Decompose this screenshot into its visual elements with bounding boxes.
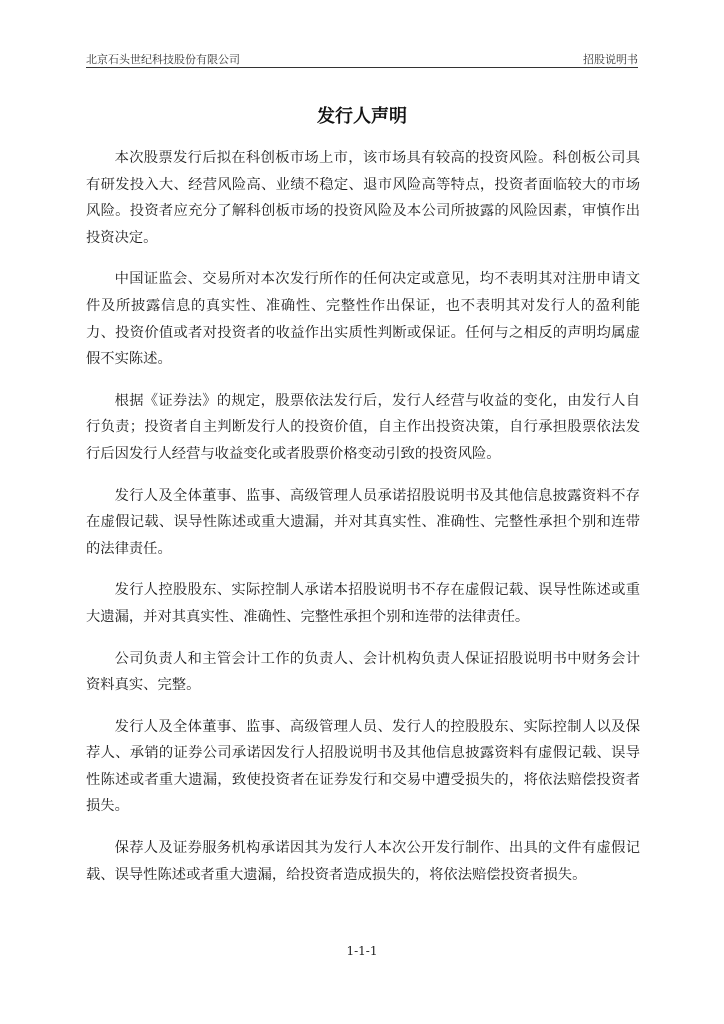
page-title: 发行人声明: [317, 106, 407, 127]
paragraph-8: 保荐人及证券服务机构承诺因其为发行人本次公开发行制作、出具的文件有虚假记载、误导性陈述或者重大遗漏，给投资者造成损失的，将依法赔偿投资者损失。: [86, 840, 640, 883]
declaration-body: [86, 145, 640, 903]
page-header: [86, 49, 638, 68]
paragraph-4: 发行人及全体董事、监事、高级管理人员承诺招股说明书及其他信息披露资料不存在虚假记载、误导性陈述或重大遗漏，并对其真实性、准确性、完整性承担个别和连带的法律责任。: [86, 487, 640, 557]
header-company-name: 北京石头世纪科技股份有限公司: [86, 53, 240, 66]
paragraph-7: 发行人及全体董事、监事、高级管理人员、发行人的控股股东、实际控制人以及保荐人、承销的证券公司承诺因发行人招股说明书及其他信息披露资料有虚假记载、误导性陈述或者重大遗漏，致使投资者在证券发行和交易中遭受损失的，将依法赔偿投资者损失。: [86, 718, 640, 815]
paragraph-2: 中国证监会、交易所对本次发行所作的任何决定或意见，均不表明其对注册申请文件及所披露信息的真实性、准确性、完整性作出保证，也不表明其对发行人的盈利能力、投资价值或者对投资者的收益作出实质性判断或保证。任何与之相反的声明均属虚假不实陈述。: [86, 271, 640, 368]
paragraph-6: 公司负责人和主管会计工作的负责人、会计机构负责人保证招股说明书中财务会计资料真实、完整。: [86, 650, 640, 694]
paragraph-3: 根据《证券法》的规定，股票依法发行后，发行人经营与收益的变化，由发行人自行负责；投资者自主判断发行人的投资价值，自主作出投资决策，自行承担股票依法发行后因发行人经营与收益变化或者股票价格变动引致的投资风险。: [86, 392, 640, 462]
header-document-type: 招股说明书: [583, 53, 638, 66]
paragraph-5: 发行人控股股东、实际控制人承诺本招股说明书不存在虚假记载、误导性陈述或重大遗漏，并对其真实性、准确性、完整性承担个别和连带的法律责任。: [86, 582, 640, 625]
paragraph-1: 本次股票发行后拟在科创板市场上市，该市场具有较高的投资风险。科创板公司具有研发投入大、经营风险高、业绩不稳定、退市风险高等特点，投资者面临较大的市场风险。投资者应充分了解科创板市场的投资风险及本公司所披露的风险因素，审慎作出投资决定。: [86, 150, 640, 246]
page-number: 1-1-1: [346, 944, 378, 958]
